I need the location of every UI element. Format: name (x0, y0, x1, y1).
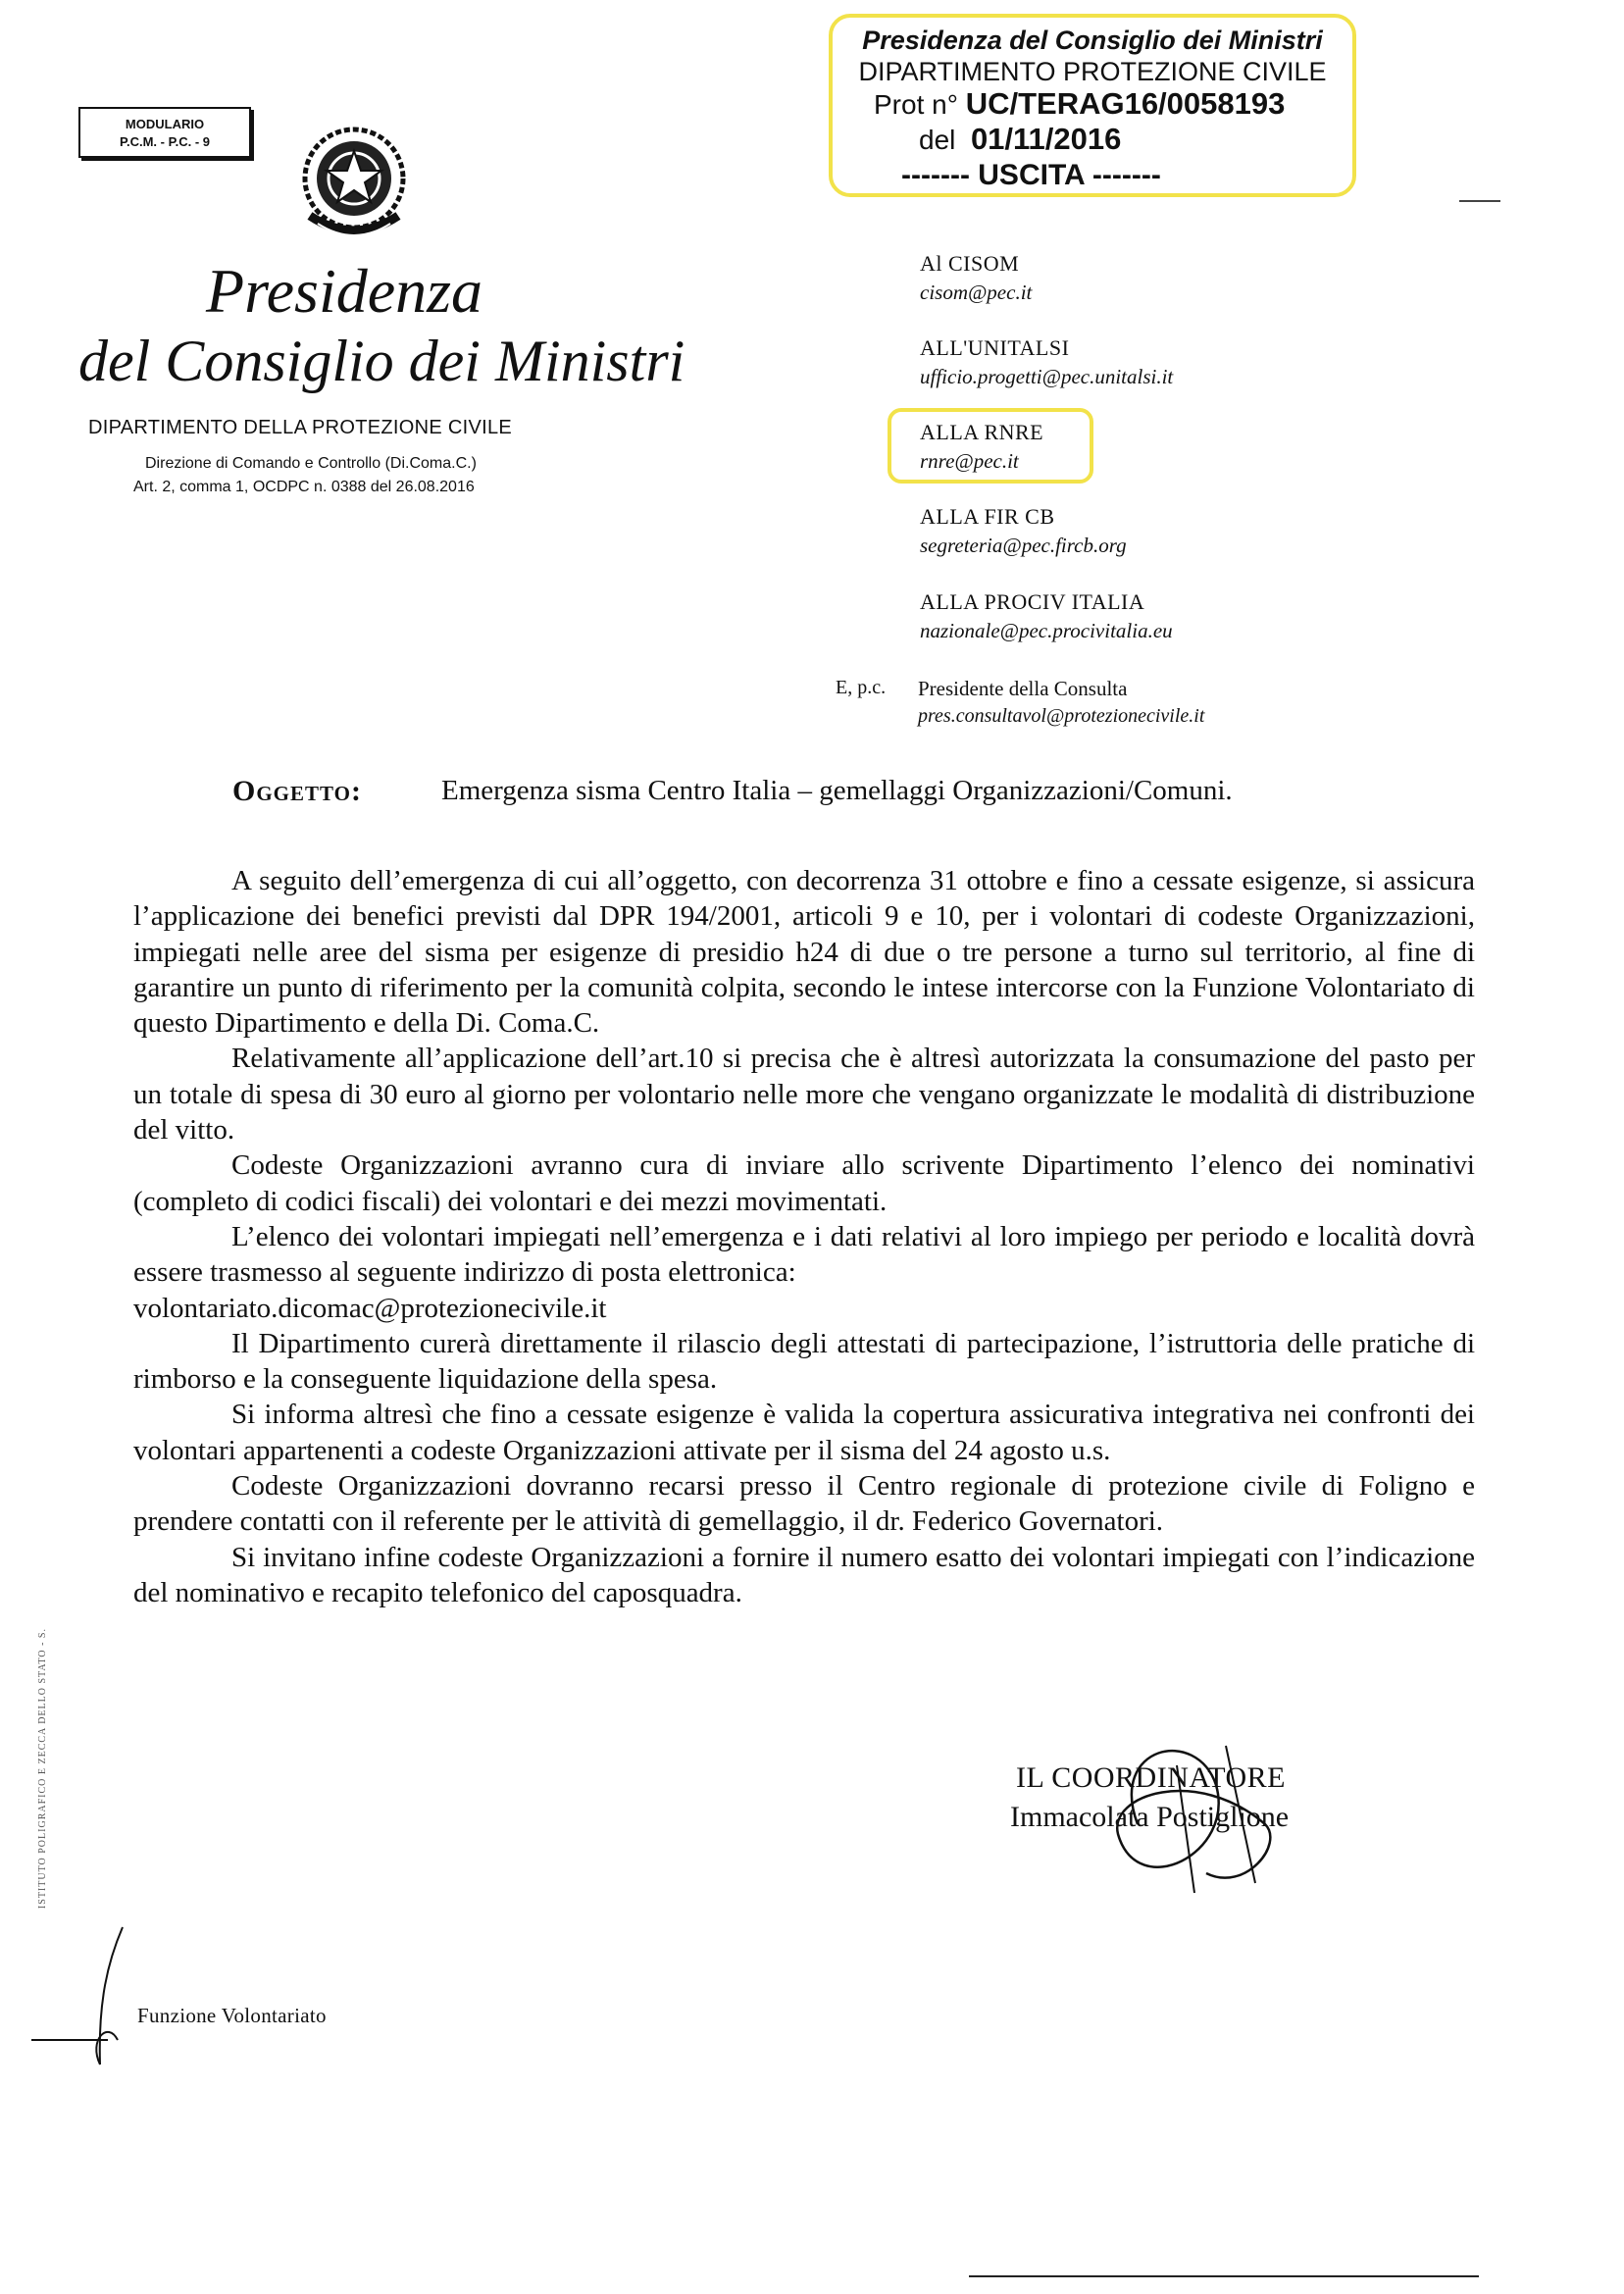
body-paragraph: A seguito dell’emergenza di cui all’oggetto, con decorrenza 31 ottobre e fino a cessate esigenze, si assicura l’applicazione dei benefici previsti dal DPR 194/2001, articoli 9 e 10, per i volontari di codeste Organizzazioni, impiegati nelle aree del sisma per esigenze di presidio h24 di due o tre persone a turno sul territorio, al fine di garantire un punto di riferimento per la comunità colpita, secondo le intese intercorse con la Funzione Volontariato di questo Dipartimento e della Di. Coma.C. (133, 865, 1475, 1040)
letter-body (133, 863, 1475, 1610)
top-rule (1459, 200, 1500, 202)
stamp-prot-label: Prot n° (874, 89, 958, 120)
recipient-email: nazionale@pec.procivitalia.eu (920, 619, 1173, 642)
recipient-email: ufficio.progetti@pec.unitalsi.it (920, 365, 1174, 388)
signer-name: Immacolata Postiglione (1010, 1801, 1290, 1833)
recipient-email: cisom@pec.it (920, 280, 1033, 304)
department-sub2: Art. 2, comma 1, OCDPC n. 0388 del 26.08.2016 (133, 479, 475, 495)
letterhead-script-line1: Presidenza (206, 256, 483, 326)
cc-name: Presidente della Consulta (918, 677, 1128, 700)
body-paragraph: Relativamente all’applicazione dell’art.10 si precisa che è altresì autorizzata la consumazione del pasto per un totale di spesa di 30 euro al giorno per volontario nelle more che vengano organizzate le modalità di distribuzione del vitto. (133, 1043, 1475, 1147)
letterhead-script (59, 243, 685, 400)
body-paragraph: Si invitano infine codeste Organizzazioni a fornire il numero esatto dei volontari impiegati con l’indicazione del nominativo e recapito telefonico del caposquadra. (133, 1541, 1475, 1608)
office-name: Funzione Volontariato (137, 2004, 327, 2027)
stamp-protocol-row (874, 86, 1285, 122)
body-paragraph: Si informa altresì che fino a cessate esigenze è valida la copertura assicurativa integrativa nei confronti dei volontari appartenenti a codeste Organizzazioni attivate per il sisma del 24 agosto u.s. (133, 1399, 1475, 1466)
cc-email: pres.consultavol@protezionecivile.it (918, 705, 1205, 727)
department-name: DIPARTIMENTO DELLA PROTEZIONE CIVILE (88, 417, 513, 438)
modulario-line2: P.C.M. - P.C. - 9 (120, 134, 210, 149)
stamp-department: DIPARTIMENTO PROTEZIONE CIVILE (858, 57, 1327, 86)
letterhead-script-line2: del Consiglio dei Ministri (78, 329, 685, 393)
stamp-direction: ------- USCITA ------- (901, 159, 1161, 191)
bottom-rule (969, 2275, 1479, 2277)
recipient-name: ALL'UNITALSI (920, 335, 1070, 360)
body-paragraph: Il Dipartimento curerà direttamente il rilascio degli attestati di partecipazione, l’istruttoria delle pratiche di rimborso e la conseguente liquidazione della spesa. (133, 1327, 1475, 1396)
recipient-name: ALLA PROCIV ITALIA (920, 589, 1145, 614)
stamp-del-label: del (919, 125, 956, 155)
recipient-email: rnre@pec.it (920, 449, 1019, 473)
stamp-prot-value: UC/TERAG16/0058193 (965, 86, 1286, 121)
cc-label: E, p.c. (836, 677, 887, 698)
signer-title: IL COORDINATORE (1016, 1761, 1286, 1794)
body-paragraph: L’elenco dei volontari impiegati nell’emergenza e i dati relativi al loro impiego per periodo e località dovrà essere trasmesso al seguente indirizzo di posta elettronica: (133, 1220, 1475, 1289)
italian-republic-emblem-icon (290, 118, 418, 255)
protocol-stamp (829, 14, 1356, 197)
recipient-name: Al CISOM (920, 251, 1020, 276)
initial-mark-icon (29, 1922, 137, 2069)
stamp-institution: Presidenza del Consiglio dei Ministri (862, 25, 1323, 55)
recipient-email: segreteria@pec.fircb.org (920, 534, 1127, 557)
subject-label: Oggetto: (232, 775, 362, 807)
subject-text: Emergenza sisma Centro Italia – gemellaggi Organizzazioni/Comuni. (441, 775, 1233, 806)
body-paragraph: Codeste Organizzazioni dovranno recarsi presso il Centro regionale di protezione civile di Foligno e prendere contatti con il referente per le attività di gemellaggio, il dr. Federico Governatori. (133, 1470, 1475, 1538)
body-email-line: volontariato.dicomac@protezionecivile.it (133, 1292, 607, 1324)
modulario-box (78, 107, 251, 158)
recipient-name: ALLA FIR CB (920, 504, 1055, 529)
stamp-del-value: 01/11/2016 (970, 122, 1122, 156)
body-paragraph: Codeste Organizzazioni avranno cura di inviare allo scrivente Dipartimento l’elenco dei nominativi (completo di codici fiscali) dei volontari e dei mezzi movimentati. (133, 1149, 1475, 1217)
recipient-name: ALLA RNRE (920, 420, 1044, 444)
stamp-date-row (919, 122, 1121, 157)
printer-vertical-text: ISTITUTO POLIGRAFICO E ZECCA DELLO STATO - S. (37, 1628, 48, 1910)
modulario-line1: MODULARIO (125, 117, 205, 131)
department-sub1: Direzione di Comando e Controllo (Di.Coma.C.) (145, 455, 477, 472)
